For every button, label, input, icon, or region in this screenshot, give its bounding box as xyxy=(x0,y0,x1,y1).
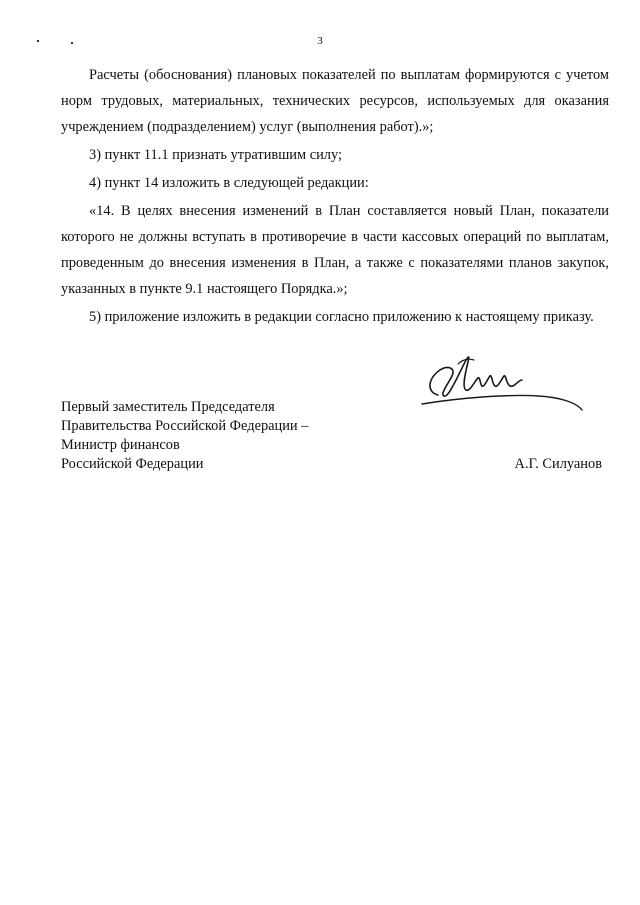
paragraph-item-14-text: «14. В целях внесения изменений в План составляется новый План, показатели которого не должны вступать в противоречие в части кассовых операций по выплатам, проведенным до внесения изменения в План, а также с показателями планов закупок, указанных в пункте 9.1 настоящего Порядка.»; xyxy=(61,203,609,297)
page-number: 3 xyxy=(317,35,323,47)
paragraph-item-4: 4) пункт 14 изложить в следующей редакции: xyxy=(89,175,369,191)
signer-title-line: Правительства Российской Федерации – xyxy=(61,418,309,434)
paragraph-calculations: Расчеты (обоснования) плановых показателей по выплатам формируются с учетом норм трудовых, материальных, технических ресурсов, используемых для оказания учреждением (подразделением) услуг (выполнения работ).»; xyxy=(61,67,609,135)
document-body xyxy=(61,62,609,332)
paragraph-item-3: 3) пункт 11.1 признать утратившим силу; xyxy=(89,147,342,163)
signer-title-line: Российской Федерации xyxy=(61,456,204,472)
signer-title-line: Министр финансов xyxy=(61,437,180,453)
signer-name: А.Г. Силуанов xyxy=(514,456,602,472)
paragraph-item-5: 5) приложение изложить в редакции согласно приложению к настоящему приказу. xyxy=(89,309,594,325)
signer-position xyxy=(61,398,391,474)
handwritten-signature xyxy=(418,340,588,420)
signer-title-line: Первый заместитель Председателя xyxy=(61,399,275,415)
